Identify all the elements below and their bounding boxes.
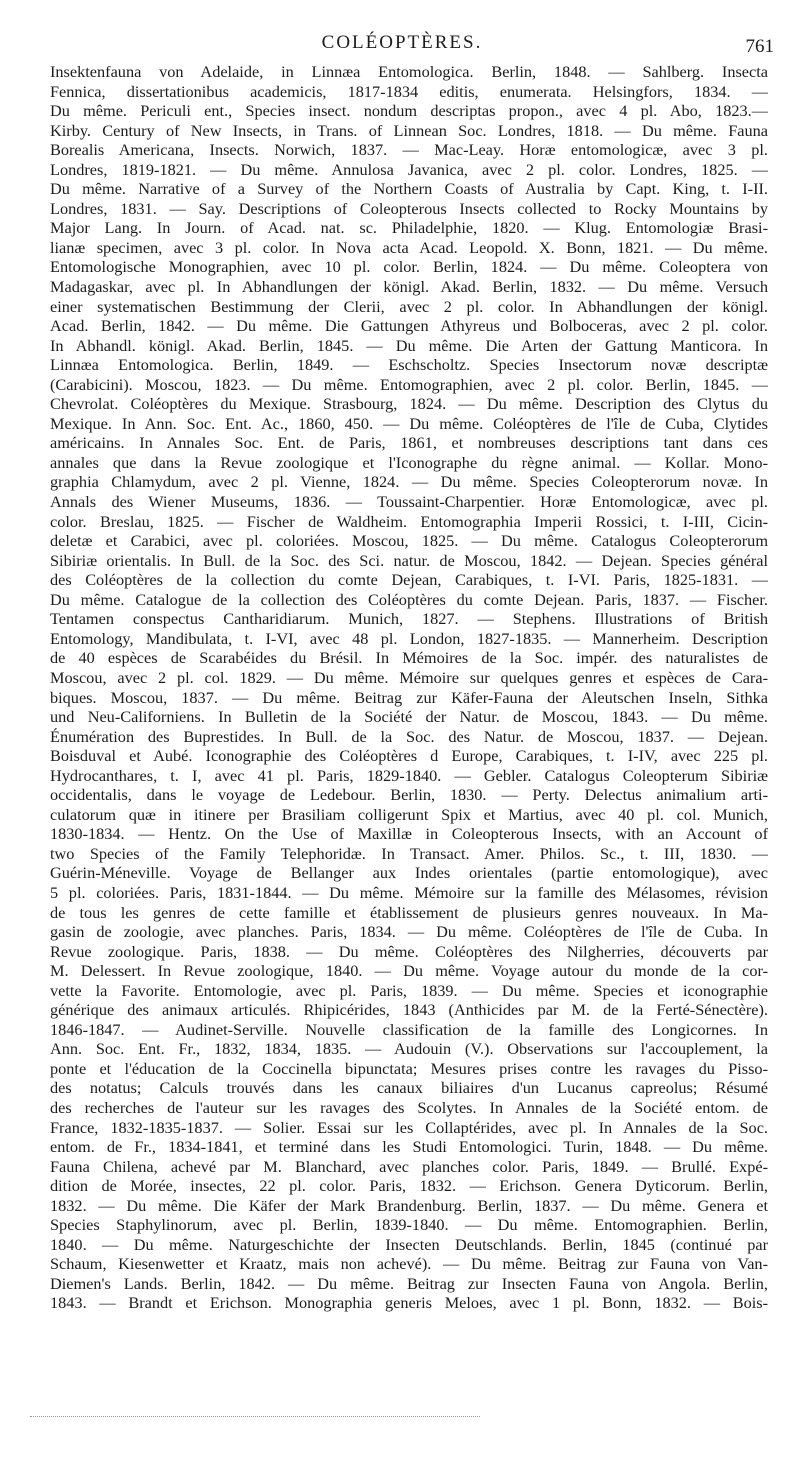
text-line: einer systematischen Bestimmung der Clerii, avec 2 pl. color. In Abhandlungen der königl.: [50, 296, 768, 316]
text-line: vette la Favorite. Entomologie, avec pl. Paris, 1839. — Du même. Species et iconographie: [50, 980, 768, 1000]
text-line: Revue zoologique. Paris, 1838. — Du même. Coléoptères des Nilgherries, découverts par: [50, 941, 768, 961]
text-line: 1846-1847. — Audinet-Serville. Nouvelle classification de la famille des Longicornes. In: [50, 1019, 768, 1039]
text-line: annales que dans la Revue zoologique et l'Iconographe du règne animal. — Kollar. Mono-: [50, 452, 768, 472]
text-line: ponte et l'éducation de la Coccinella bipunctata; Mesures prises contre les ravages du Pisso-: [50, 1058, 768, 1078]
text-line: Fennica, dissertationibus academicis, 1817-1834 editis, enumerata. Helsingfors, 1834. —: [50, 81, 768, 101]
running-title: COLÉOPTÈRES.: [321, 32, 483, 53]
text-line: two Species of the Family Telephoridæ. In Transact. Amer. Philos. Sc., t. III, 1830. —: [50, 843, 768, 863]
text-line: Borealis Americana, Insects. Norwich, 1837. — Mac-Leay. Horæ entomologicæ, avec 3 pl.: [50, 140, 768, 160]
text-line: Schaum, Kiesenwetter et Kraatz, mais non achevé). — Du même. Beitrag zur Fauna von Van-: [50, 1254, 768, 1274]
bottom-dotted-rule: [30, 1416, 480, 1417]
text-line: deletæ et Carabici, avec pl. coloriées. Moscou, 1825. — Du même. Catalogus Coleopterorum: [50, 531, 768, 551]
text-line: Du même. Catalogue de la collection des Coléoptères du comte Dejean. Paris, 1837. — Fischer.: [50, 589, 768, 609]
text-line: Tentamen conspectus Cantharidiarum. Munich, 1827. — Stephens. Illustrations of British: [50, 609, 768, 629]
text-line: Chevrolat. Coléoptères du Mexique. Strasbourg, 1824. — Du même. Description des Clytus du: [50, 394, 768, 414]
text-line: entom. de Fr., 1834-1841, et terminé dans les Studi Entomologici. Turin, 1848. — Du même.: [50, 1137, 768, 1157]
text-line: Hydrocanthares, t. I, avec 41 pl. Paris, 1829-1840. — Gebler. Catalogus Coleopterum Sibiriæ: [50, 765, 768, 785]
text-line: 1840. — Du même. Naturgeschichte der Insecten Deutschlands. Berlin, 1845 (continué par: [50, 1234, 768, 1254]
text-line: Entomology, Mandibulata, t. I-VI, avec 48 pl. London, 1827-1835. — Mannerheim. Description: [50, 628, 768, 648]
text-line: de tous les genres de cette famille et établissement de plusieurs genres nouveaux. In Ma-: [50, 902, 768, 922]
page-number: 761: [745, 36, 774, 57]
text-line: des Coléoptères de la collection du comte Dejean, Carabiques, t. I-VI. Paris, 1825-1831. —: [50, 570, 768, 590]
text-line: Boisduval et Aubé. Iconographie des Coléoptères d Europe, Carabiques, t. I-IV, avec 225 pl.: [50, 746, 768, 766]
text-line: Annals des Wiener Museums, 1836. — Toussaint-Charpentier. Horæ Entomologicæ, avec pl.: [50, 492, 768, 512]
text-line: 1843. — Brandt et Erichson. Monographia generis Meloes, avec 1 pl. Bonn, 1832. — Bois-: [50, 1293, 768, 1313]
text-line: (Carabicini). Moscou, 1823. — Du même. Entomographien, avec 2 pl. color. Berlin, 1845. —: [50, 374, 768, 394]
text-line: Énumération des Buprestides. In Bull. de la Soc. des Natur. de Moscou, 1837. — Dejean.: [50, 726, 768, 746]
bibliography-text: [50, 62, 768, 1313]
text-line: Entomologische Monographien, avec 10 pl. color. Berlin, 1824. — Du même. Coleoptera von: [50, 257, 768, 277]
text-line: dition de Morée, insectes, 22 pl. color. Paris, 1832. — Erichson. Genera Dyticorum. Berlin,: [50, 1176, 768, 1196]
text-line: Insektenfauna von Adelaide, in Linnæa Entomologica. Berlin, 1848. — Sahlberg. Insecta: [50, 62, 768, 81]
text-line: américains. In Annales Soc. Ent. de Paris, 1861, et nombreuses descriptions tant dans ces: [50, 433, 768, 453]
text-line: M. Delessert. In Revue zoologique, 1840. — Du même. Voyage autour du monde de la cor-: [50, 961, 768, 981]
text-line: culatorum quæ in itinere per Brasiliam colligerunt Spix et Martius, avec 40 pl. col. Munich,: [50, 804, 768, 824]
text-line: Londres, 1819-1821. — Du même. Annulosa Javanica, avec 2 pl. color. Londres, 1825. —: [50, 159, 768, 179]
text-line: Mexique. In Ann. Soc. Ent. Ac., 1860, 450. — Du même. Coléoptères de l'île de Cuba, Clytides: [50, 413, 768, 433]
text-line: color. Breslau, 1825. — Fischer de Waldheim. Entomographia Imperii Rossici, t. I-III, Cicin-: [50, 511, 768, 531]
text-line: Sibiriæ orientalis. In Bull. de la Soc. des Sci. natur. de Moscou, 1842. — Dejean. Species général: [50, 550, 768, 570]
text-line: und Neu-Californiens. In Bulletin de la Société der Natur. de Moscou, 1843. — Du même.: [50, 707, 768, 727]
text-line: Species Staphylinorum, avec pl. Berlin, 1839-1840. — Du même. Entomographien. Berlin,: [50, 1215, 768, 1235]
text-line: Major Lang. In Journ. of Acad. nat. sc. Philadelphie, 1820. — Klug. Entomologiæ Brasi-: [50, 218, 768, 238]
text-line: lianæ specimen, avec 3 pl. color. In Nova acta Acad. Leopold. X. Bonn, 1821. — Du même.: [50, 237, 768, 257]
text-line: 1830-1834. — Hentz. On the Use of Maxillæ in Coleopterous Insects, with an Account of: [50, 824, 768, 844]
text-line: Madagaskar, avec pl. In Abhandlungen der königl. Akad. Berlin, 1832. — Du même. Versuch: [50, 277, 768, 297]
text-line: Guérin-Méneville. Voyage de Bellanger aux Indes orientales (partie entomologique), avec: [50, 863, 768, 883]
text-line: Acad. Berlin, 1842. — Du même. Die Gattungen Athyreus und Bolboceras, avec 2 pl. color.: [50, 316, 768, 336]
text-line: des recherches de l'auteur sur les ravages des Scolytes. In Annales de la Société entom. de: [50, 1097, 768, 1117]
page-header: [30, 18, 774, 58]
text-line: Du même. Narrative of a Survey of the Northern Coasts of Australia by Capt. King, t. I-II.: [50, 179, 768, 199]
text-line: In Abhandl. königl. Akad. Berlin, 1845. — Du même. Die Arten der Gattung Manticora. In: [50, 335, 768, 355]
text-line: occidentalis, dans le voyage de Ledebour. Berlin, 1830. — Perty. Delectus animalium arti-: [50, 785, 768, 805]
text-line: graphia Chlamydum, avec 2 pl. Vienne, 1824. — Du même. Species Coleopterorum novæ. In: [50, 472, 768, 492]
text-line: Kirby. Century of New Insects, in Trans. of Linnean Soc. Londres, 1818. — Du même. Fauna: [50, 120, 768, 140]
text-line: Ann. Soc. Ent. Fr., 1832, 1834, 1835. — Audouin (V.). Observations sur l'accouplement, la: [50, 1039, 768, 1059]
text-line: France, 1832-1835-1837. — Solier. Essai sur les Collaptérides, avec pl. In Annales de la Soc.: [50, 1117, 768, 1137]
text-line: Fauna Chilena, achevé par M. Blanchard, avec planches color. Paris, 1849. — Brullé. Expé-: [50, 1156, 768, 1176]
text-line: Du même. Periculi ent., Species insect. nondum descriptas propon., avec 4 pl. Abo, 1823.—: [50, 101, 768, 121]
text-line: Londres, 1831. — Say. Descriptions of Coleopterous Insects collected to Rocky Mountains by: [50, 198, 768, 218]
text-line: de 40 espèces de Scarabéides du Brésil. In Mémoires de la Soc. impér. des naturalistes de: [50, 648, 768, 668]
text-line: biques. Moscou, 1837. — Du même. Beitrag zur Käfer-Fauna der Aleutschen Inseln, Sithka: [50, 687, 768, 707]
text-line: 5 pl. coloriées. Paris, 1831-1844. — Du même. Mémoire sur la famille des Mélasomes, révision: [50, 882, 768, 902]
text-line: 1832. — Du même. Die Käfer der Mark Brandenburg. Berlin, 1837. — Du même. Genera et: [50, 1195, 768, 1215]
text-line: Linnæa Entomologica. Berlin, 1849. — Eschscholtz. Species Insectorum novæ descriptæ: [50, 355, 768, 375]
text-line: Diemen's Lands. Berlin, 1842. — Du même. Beitrag zur Insecten Fauna von Angola. Berlin,: [50, 1273, 768, 1293]
text-line: générique des animaux articulés. Rhipicérides, 1843 (Anthicides par M. de la Ferté-Sénectère).: [50, 1000, 768, 1020]
text-line: des notatus; Calculs trouvés dans les canaux biliaires d'un Lucanus capreolus; Résumé: [50, 1078, 768, 1098]
text-line: gasin de zoologie, avec planches. Paris, 1834. — Du même. Coléoptères de l'île de Cuba. In: [50, 922, 768, 942]
text-line: Moscou, avec 2 pl. col. 1829. — Du même. Mémoire sur quelques genres et espèces de Cara-: [50, 667, 768, 687]
